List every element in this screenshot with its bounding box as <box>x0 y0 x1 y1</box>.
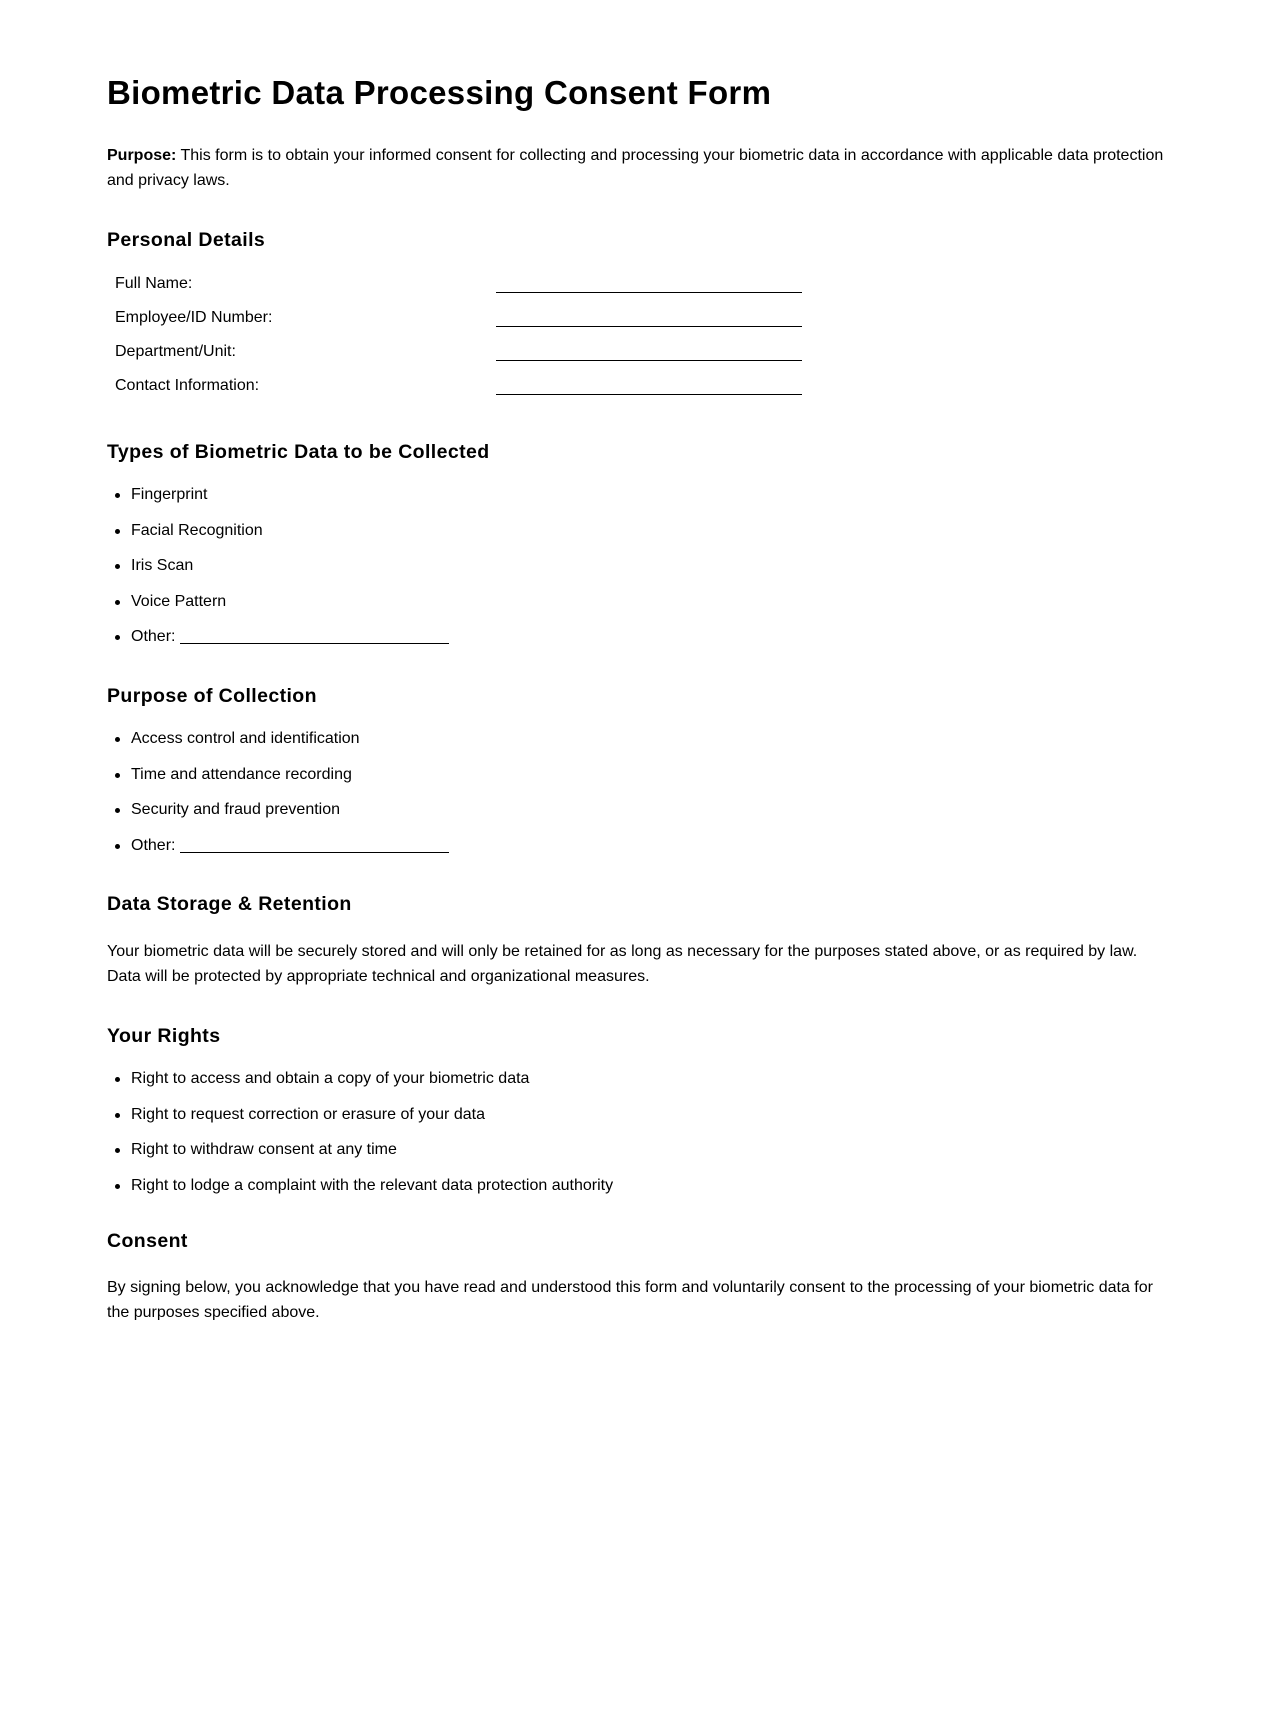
rights-heading: Your Rights <box>107 1025 221 1047</box>
consent-paragraph-container <box>107 1275 1167 1320</box>
full-name-field[interactable] <box>115 275 805 299</box>
purpose-list <box>107 729 449 871</box>
full-name-blank[interactable] <box>496 292 802 293</box>
employee-id-field[interactable] <box>115 309 805 333</box>
storage-paragraph: Your biometric data will be securely stored and will only be retained for as long as necessary for the purposes stated above, or as required by law. Data will be protected by appropriate technical and organizational measures. <box>107 943 1138 985</box>
list-item <box>107 1105 613 1141</box>
department-blank[interactable] <box>496 360 802 361</box>
list-item-text: Right to lodge a complaint with the relevant data protection authority <box>131 1176 614 1194</box>
list-item <box>107 800 449 836</box>
bullet-dot <box>115 844 120 849</box>
list-item-other <box>107 627 449 663</box>
list-item-text: Access control and identification <box>131 730 360 747</box>
intro-label: Purpose: <box>107 147 177 164</box>
consent-paragraph: By signing below, you acknowledge that you have read and understood this form and voluntarily consent to the processing of your biometric data for the purposes specified above. <box>107 1279 1153 1320</box>
list-item-text: Voice Pattern <box>131 592 227 610</box>
bullet-dot <box>115 737 120 742</box>
list-item-text: Time and attendance recording <box>131 765 352 783</box>
list-item-text: Security and fraud prevention <box>131 801 341 819</box>
purpose-of-collection-heading: Purpose of Collection <box>107 685 317 707</box>
rights-list <box>107 1069 613 1211</box>
purpose-other-blank[interactable] <box>180 836 449 853</box>
biometric-other-blank[interactable] <box>180 627 449 644</box>
bullet-dot <box>115 1077 120 1082</box>
list-item <box>107 1069 613 1105</box>
list-item-other <box>107 836 449 872</box>
other-label: Other: <box>131 628 176 646</box>
list-item <box>107 1176 613 1212</box>
contact-info-label: Contact Information: <box>115 377 260 394</box>
full-name-label: Full Name: <box>115 275 193 292</box>
bullet-dot <box>115 600 120 605</box>
bullet-dot <box>115 1184 120 1189</box>
bullet-dot <box>115 808 120 813</box>
contact-info-field[interactable] <box>115 377 805 401</box>
list-item <box>107 485 449 521</box>
consent-heading: Consent <box>107 1230 188 1252</box>
list-item <box>107 1140 613 1176</box>
list-item-text: Iris Scan <box>131 557 194 575</box>
bullet-dot <box>115 529 120 534</box>
list-item <box>107 765 449 801</box>
intro-text: This form is to obtain your informed consent for collecting and processing your biometric data in accordance with applicable data protection and privacy laws. <box>107 147 1164 189</box>
bullet-dot <box>115 564 120 569</box>
contact-info-blank[interactable] <box>496 394 802 395</box>
other-label: Other: <box>131 836 176 854</box>
department-label: Department/Unit: <box>115 343 236 360</box>
list-item <box>107 592 449 628</box>
biometric-types-list <box>107 485 449 663</box>
list-item-text: Facial Recognition <box>131 521 263 539</box>
list-item <box>107 521 449 557</box>
bullet-dot <box>115 1148 120 1153</box>
bullet-dot <box>115 773 120 778</box>
employee-id-blank[interactable] <box>496 326 802 327</box>
list-item <box>107 556 449 592</box>
bullet-dot <box>115 493 120 498</box>
department-field[interactable] <box>115 343 805 367</box>
page-title: Biometric Data Processing Consent Form <box>107 74 772 111</box>
employee-id-label: Employee/ID Number: <box>115 309 273 326</box>
list-item-text: Right to withdraw consent at any time <box>131 1141 397 1159</box>
biometric-types-heading: Types of Biometric Data to be Collected <box>107 441 490 463</box>
bullet-dot <box>115 1113 120 1118</box>
list-item-text: Right to request correction or erasure of your data <box>131 1105 485 1123</box>
bullet-dot <box>115 635 120 640</box>
storage-heading: Data Storage & Retention <box>107 893 352 915</box>
list-item-text: Right to access and obtain a copy of your biometric data <box>131 1070 530 1087</box>
intro-paragraph <box>107 143 1167 193</box>
personal-details-heading: Personal Details <box>107 229 266 251</box>
list-item-text: Fingerprint <box>131 486 208 503</box>
list-item <box>107 729 449 765</box>
